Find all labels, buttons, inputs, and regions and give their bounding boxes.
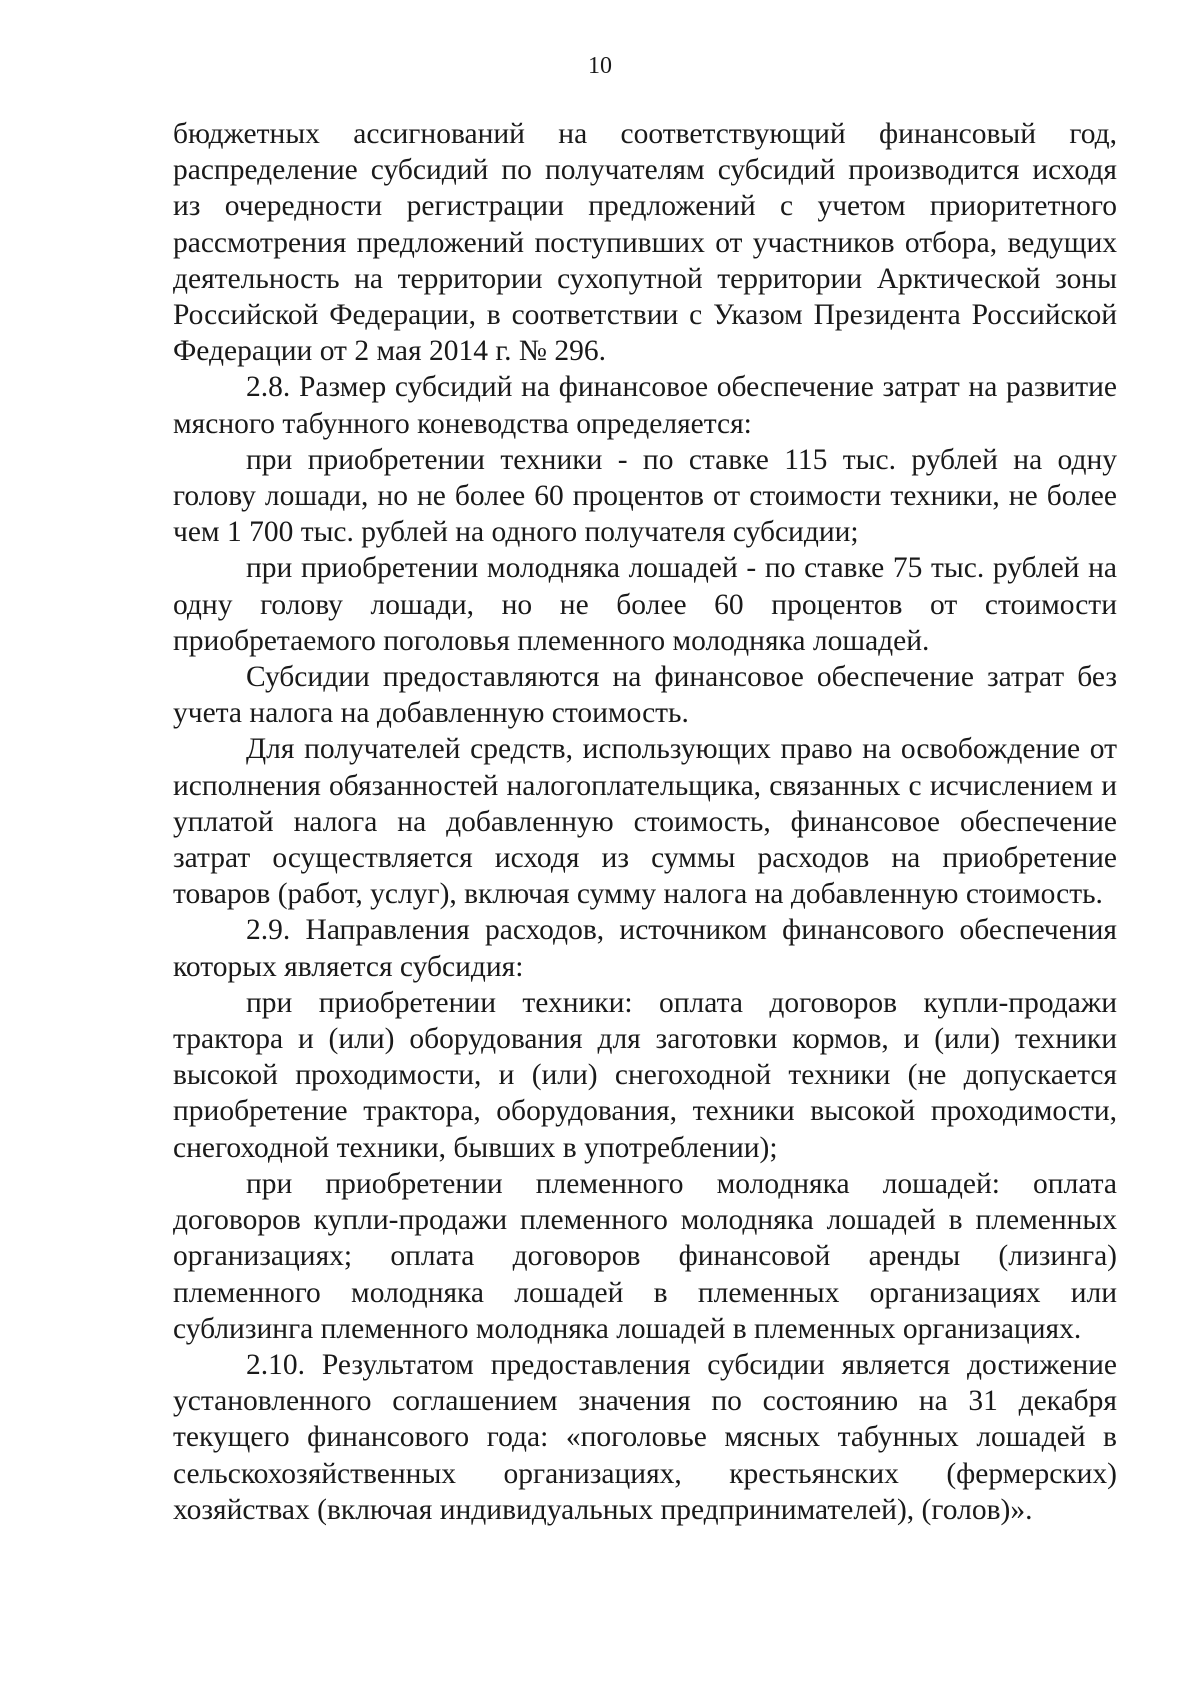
paragraph-equipment-rate: при приобретении техники - по ставке 115 тыс. рублей на одну голову лошади, но не более 60 процентов от стоимости техники, не более чем 1 700 тыс. рублей на одного получателя субсидии;	[173, 443, 1117, 549]
page-number: 10	[588, 53, 612, 79]
paragraph-young-horses-rate: при приобретении молодняка лошадей - по ставке 75 тыс. рублей на одну голову лошади, но не более 60 процентов от стоимости приобретаемого поголовья племенного молодняка лошадей.	[173, 552, 1117, 657]
paragraph-equipment-expenses: при приобретении техники: оплата договоров купли-продажи трактора и (или) оборудования для заготовки кормов, и (или) техники высокой проходимости, и (или) снегоходной техники (не допускается приобретение трактора, оборудования, техники высокой проходимости, снегоходной техники, бывших в употреблении);	[173, 986, 1117, 1164]
document-body	[173, 116, 1117, 1528]
paragraph-vat-exclusion: Субсидии предоставляются на финансовое обеспечение затрат без учета налога на добавленную стоимость.	[173, 661, 1117, 730]
paragraph-continuation: бюджетных ассигнований на соответствующий финансовый год, распределение субсидий по получателям субсидий производится исходя из очередности регистрации предложений с учетом приоритетного рассмотрения предложений поступивших от участников отбора, ведущих деятельность на территории сухопутной территории Арктической зоны Российской Федерации, в соответствии с Указом Президента Российской Федерации от 2 мая 2014 г. № 296.	[173, 118, 1117, 368]
paragraph-breeding-expenses: при приобретении племенного молодняка лошадей: оплата договоров купли-продажи племенного молодняка лошадей в племенных организациях; оплата договоров финансовой аренды (лизинга) племенного молодняка лошадей в племенных организациях или сублизинга племенного молодняка лошадей в племенных организациях.	[173, 1167, 1117, 1345]
paragraph-2-9: 2.9. Направления расходов, источником финансового обеспечения которых является субсидия:	[173, 914, 1117, 983]
paragraph-vat-exempt: Для получателей средств, использующих право на освобождение от исполнения обязанностей налогоплательщика, связанных с исчислением и уплатой налога на добавленную стоимость, финансовое обеспечение затрат осуществляется исходя из суммы расходов на приобретение товаров (работ, услуг), включая сумму налога на добавленную стоимость.	[173, 733, 1117, 911]
paragraph-2-10: 2.10. Результатом предоставления субсидии является достижение установленного соглашением значения по состоянию на 31 декабря текущего финансового года: «поголовье мясных табунных лошадей в сельскохозяйственных организациях, крестьянских (фермерских) хозяйствах (включая индивидуальных предпринимателей), (голов)».	[173, 1348, 1117, 1526]
paragraph-2-8: 2.8. Размер субсидий на финансовое обеспечение затрат на развитие мясного табунного коневодства определяется:	[173, 371, 1117, 440]
